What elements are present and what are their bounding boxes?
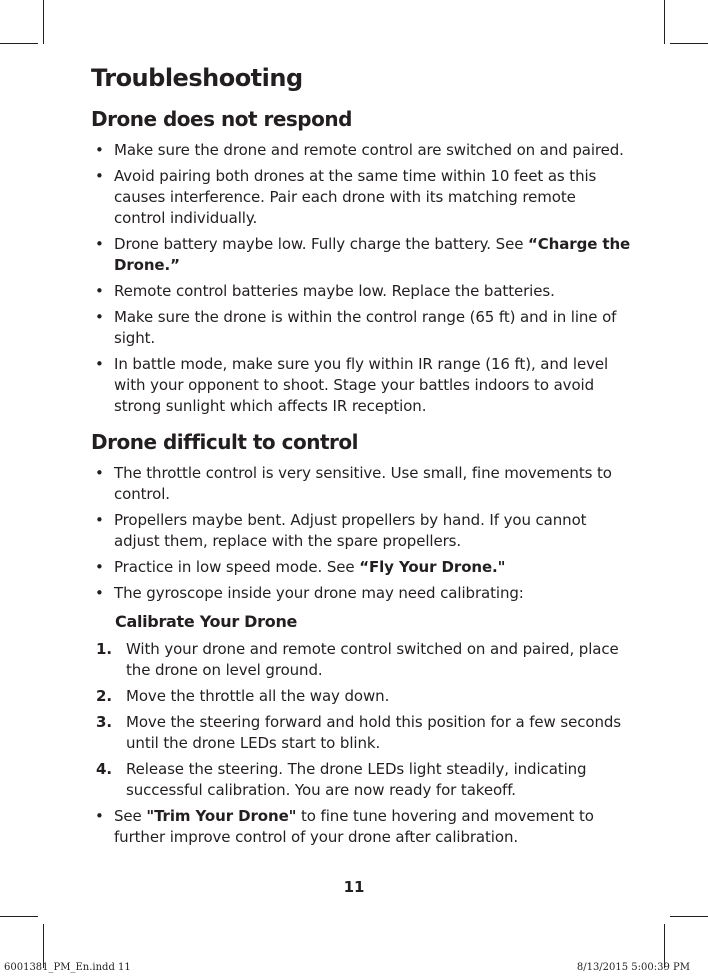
crop-mark: [0, 43, 38, 44]
list-item: • In battle mode, make sure you fly within IR range (16 ft), and level with your opponent to shoot. Stage your battles indoors to avoid strong sunlight which affects IR reception.: [91, 354, 631, 417]
cross-reference: "Trim Your Drone": [146, 807, 297, 825]
crop-mark: [43, 0, 44, 44]
file-slug: 6001381_PM_En.indd 11: [4, 962, 131, 973]
page-number: 11: [343, 878, 365, 896]
difficult-control-list: [91, 463, 631, 604]
crop-mark: [670, 916, 708, 917]
step-item: 1. With your drone and remote control switched on and paired, place the drone on level ground.: [96, 640, 619, 679]
step-item: 2. Move the throttle all the way down.: [96, 687, 390, 705]
cross-reference: “Fly Your Drone.": [359, 558, 506, 576]
calibrate-heading: Calibrate Your Drone: [115, 612, 298, 631]
step-item: 4. Release the steering. The drone LEDs light steadily, indicating successful calibration. You are now ready for takeoff.: [96, 760, 587, 799]
list-item: • The gyroscope inside your drone may need calibrating:: [91, 583, 631, 604]
page-content: [91, 62, 631, 853]
not-respond-list: [91, 140, 631, 417]
list-item: • Practice in low speed mode. See “Fly Your Drone.": [91, 557, 631, 578]
crop-mark: [0, 916, 38, 917]
calibration-steps: [91, 639, 631, 801]
cross-reference: “Charge the Drone.”: [114, 235, 631, 274]
list-item: • The throttle control is very sensitive. Use small, fine movements to control.: [91, 463, 631, 505]
section-heading-not-respond: Drone does not respond: [91, 107, 352, 131]
list-item: • Drone battery maybe low. Fully charge the battery. See “Charge the Drone.”: [91, 234, 631, 276]
section-heading-difficult-control: Drone difficult to control: [91, 430, 358, 454]
list-item: • Avoid pairing both drones at the same time within 10 feet as this causes interference. Pair each drone with its matching remote control individually.: [91, 166, 631, 229]
page-title: Troubleshooting: [91, 64, 303, 92]
list-item: • Remote control batteries maybe low. Replace the batteries.: [91, 281, 631, 302]
list-item: • Propellers maybe bent. Adjust propellers by hand. If you cannot adjust them, replace with the spare propellers.: [91, 510, 631, 552]
crop-mark: [670, 43, 708, 44]
crop-mark: [664, 0, 665, 44]
step-item: 3. Move the steering forward and hold this position for a few seconds until the drone LEDs start to blink.: [96, 713, 621, 752]
list-item: • Make sure the drone and remote control are switched on and paired.: [91, 140, 631, 161]
list-item: • See "Trim Your Drone" to fine tune hovering and movement to further improve control of your drone after calibration.: [91, 806, 631, 848]
list-item: • Make sure the drone is within the control range (65 ft) and in line of sight.: [91, 307, 631, 349]
date-slug: 8/13/2015 5:00:39 PM: [576, 962, 690, 973]
final-note-list: [91, 806, 631, 848]
